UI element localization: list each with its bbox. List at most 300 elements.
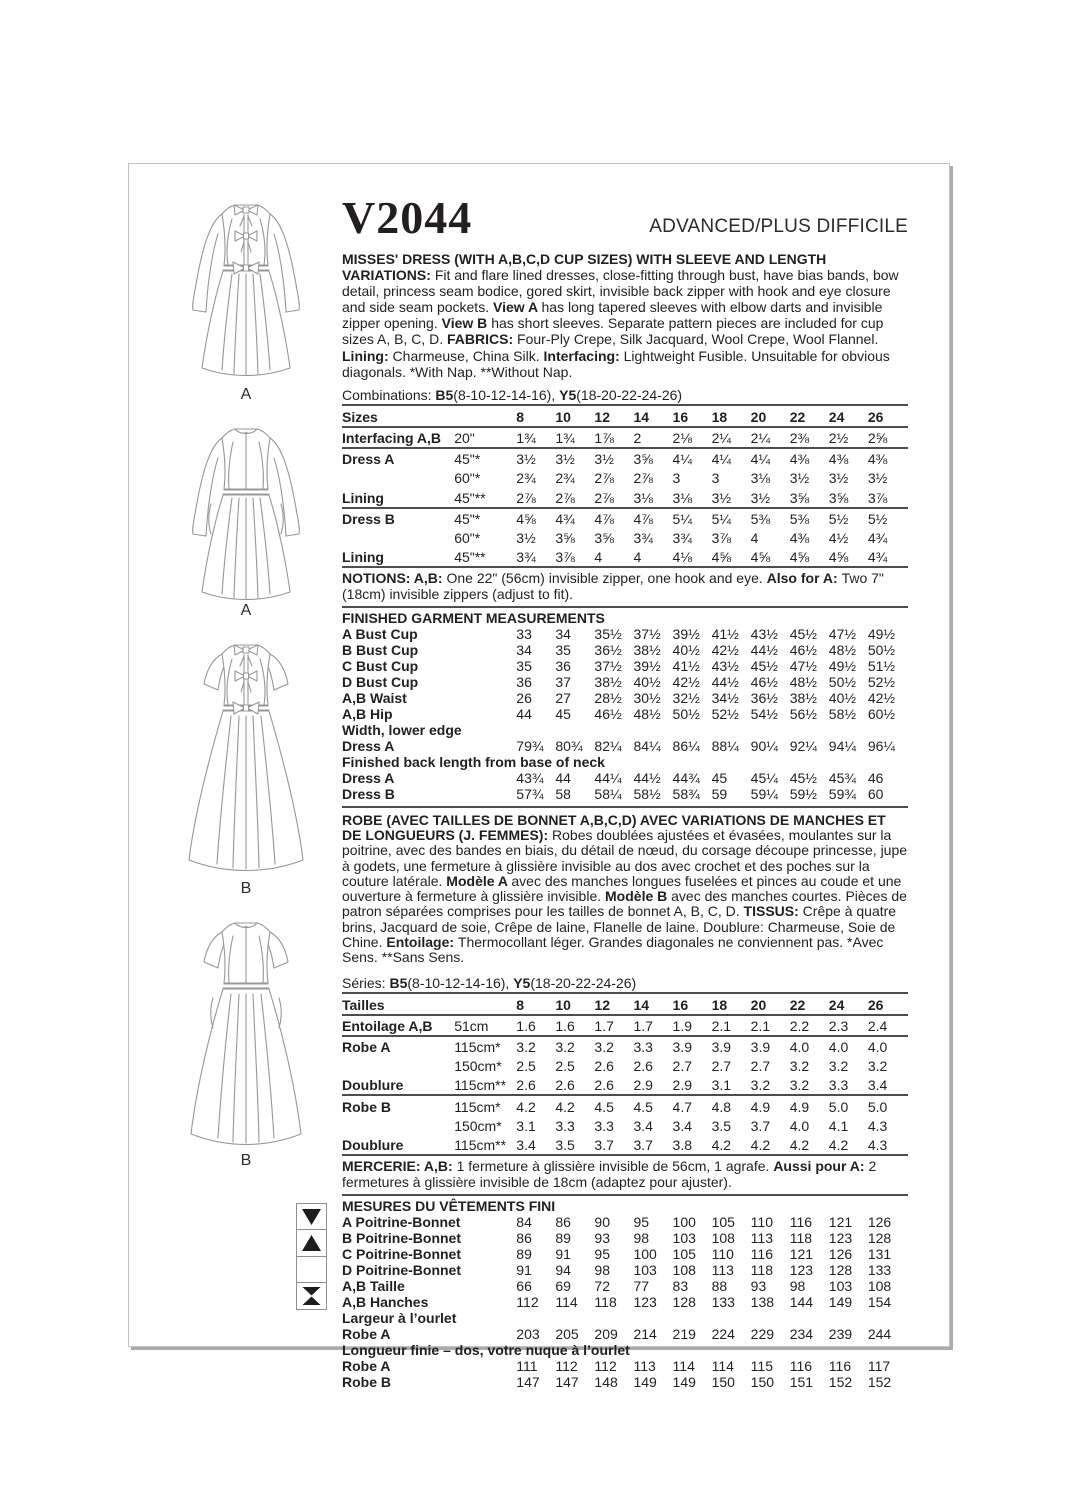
table-cell: 244 [867,1325,892,1342]
table-cell: 105 [672,1245,696,1262]
table-cell: 2⅞ [594,487,633,507]
table-cell: 229 [750,1325,775,1342]
table-cell: 133 [711,1293,735,1310]
table-cell: 4.9 [750,1098,771,1115]
table-cell: 3⅞ [868,487,908,507]
table-cell: 5.0 [867,1098,888,1115]
table-cell: 91 [516,1261,532,1278]
table-cell: 52½ [711,705,739,722]
table-cell: 239 [828,1325,853,1342]
table-cell: 3.2 [594,1039,614,1055]
table-cell: 59 [711,785,728,802]
table-cell: Doublure [342,1135,454,1155]
table-cell: 89 [516,1245,532,1262]
table-header-row [342,406,908,427]
table-cell: 45½ [789,625,817,642]
series-line: Séries: B5(8-10-12-14-16), Y5(18-20-22-24-26) [342,974,637,991]
table-cell: 2.7 [672,1058,693,1075]
table-cell: 150cm* [454,1117,502,1134]
table-row [342,487,908,507]
table-cell: 45"* [454,451,481,468]
table-cell: 123 [789,1261,814,1278]
table-row [342,427,908,448]
table-cell: 18 [712,406,751,427]
table-cell: 20" [454,427,516,448]
table-cell: 84 [516,1213,532,1230]
table-cell: 4¾ [555,510,575,527]
yardage-table-metric [342,992,908,1156]
table-cell: 2.7 [750,1058,771,1075]
table-cell: 35 [516,657,532,674]
table-cell: 3.2 [751,1075,790,1095]
table-cell: A,B Taille [342,1277,405,1294]
table-cell: 1¾ [516,427,555,448]
table-cell: 3½ [789,470,810,487]
table-cell: 60"* [454,529,481,546]
table-cell: 47½ [789,657,817,674]
table-cell: 50½ [828,673,857,690]
table-cell: 3½ [594,451,614,468]
mesures-heading: MESURES DU VÊTEMENTS FINI [342,1197,556,1214]
table-cell: 3.4 [633,1117,653,1134]
blank-symbol [296,1256,327,1284]
table-cell: 133 [867,1261,892,1278]
table-cell: 46½ [594,705,622,722]
table-cell: 5.0 [828,1098,849,1115]
table-cell: 80¾ [555,737,583,754]
table-cell: 88 [711,1277,728,1294]
table-cell: 1.7 [594,1015,633,1036]
table-cell: 3.3 [555,1117,575,1134]
table-cell: 4⅝ [829,547,868,567]
table-cell: 44 [516,705,532,722]
table-cell: 2.1 [712,1015,751,1036]
table-cell: 2.6 [594,1058,614,1075]
table-cell: 4⅜ [789,529,810,546]
table-cell: 3⅝ [790,487,829,507]
table-row [342,674,908,690]
table-cell: Dress A [342,451,395,468]
table-cell: 90 [594,1213,610,1230]
table-row [342,1326,908,1342]
table-row [342,1230,908,1246]
table-cell: Dress B [342,785,395,802]
table-cell: Tailles [342,994,516,1015]
table-cell: 43½ [750,625,778,642]
table-cell: 26 [868,406,908,427]
with-nap-triangle-down-symbol [296,1203,327,1231]
table-cell: 4.3 [868,1135,908,1155]
table-cell: 60½ [867,705,896,722]
table-cell: 2.5 [555,1058,575,1075]
table-header-row [342,994,908,1015]
table-cell: 37½ [633,625,661,642]
table-cell: 108 [711,1229,735,1246]
table-cell: 2.6 [516,1075,555,1095]
table-cell: 92¼ [789,737,817,754]
notions-paragraph: NOTIONS: A,B: One 22" (56cm) invisible zipper, one hook and eye. Also for A: Two 7" (18cm) invisible zippers (adjust to fit). [342,568,908,608]
table-cell: 114 [672,1357,695,1374]
table-cell: 89 [555,1229,571,1246]
table-cell: 86 [516,1229,532,1246]
table-cell: 3.9 [750,1039,771,1055]
table-cell: 41½ [711,625,739,642]
table-cell: 95 [594,1245,610,1262]
table-cell: 49½ [867,625,896,642]
table-cell: 51cm [454,1015,516,1036]
table-cell: 150 [750,1373,775,1390]
dress-a-back-illustration [161,418,331,600]
table-cell: 37 [555,673,571,690]
table-cell: 108 [672,1261,696,1278]
table-cell: 4⅝ [790,547,829,567]
table-cell: 3.1 [516,1117,536,1134]
table-cell: 36 [516,673,532,690]
table-cell: 115cm* [454,1039,501,1055]
table-cell: 4.9 [789,1098,810,1115]
table-cell: 4⅝ [751,547,790,567]
table-cell: 126 [867,1213,892,1230]
table-row [342,528,908,547]
combinations-line: Combinations: B5(8-10-12-14-16), Y5(18-20-22-24-26) [342,386,683,403]
table-cell: 95 [633,1213,650,1230]
table-cell: 4¼ [672,451,693,468]
table-cell: 4⅝ [712,547,751,567]
table-cell: 3½ [828,470,849,487]
table-cell: 3½ [516,451,536,468]
table-row [342,626,908,642]
nap-symbols [296,1204,327,1310]
table-cell: 98 [789,1277,806,1294]
table-cell: 3⅛ [633,487,672,507]
table-row [342,1095,908,1115]
table-cell: 58¼ [594,785,622,802]
table-cell: 5½ [867,510,888,527]
table-cell: 131 [867,1245,892,1262]
dress-b-back-illustration [161,912,331,1150]
table-cell: 113 [711,1261,734,1278]
table-cell: 149 [672,1373,696,1390]
table-cell: 2⅝ [868,427,908,448]
table-cell: 4.2 [790,1135,829,1155]
table-cell: 82¼ [594,737,622,754]
table-cell: 37½ [594,657,622,674]
table-cell: 116 [789,1357,813,1374]
table-cell: 2⅜ [790,427,829,448]
table-cell: 4¼ [711,451,732,468]
table-cell: D Poitrine-Bonnet [342,1261,461,1278]
table-cell: 38½ [789,689,817,706]
table-cell: 2.6 [555,1075,594,1095]
table-row [342,1015,908,1036]
table-cell: 3 [672,470,681,487]
table-cell: 3⅛ [673,487,712,507]
table-cell: 112 [516,1293,539,1310]
table-cell: 22 [790,994,829,1015]
table-cell: Robe A [342,1325,391,1342]
table-cell: A,B Hip [342,705,393,722]
table-cell: 115 [750,1357,773,1374]
table-cell: 49½ [828,657,857,674]
table-row [342,690,908,706]
table-cell: 3½ [867,470,888,487]
table-cell: 20 [751,994,790,1015]
table-cell: 59¾ [828,785,857,802]
mercerie-paragraph: MERCERIE: A,B: 1 fermeture à glissière invisible de 56cm, 1 agrafe. Aussi pour A: 2 fermetures à glissière invisible de 18cm (adaptez pour ajuster). [342,1156,908,1196]
table-cell [342,528,454,547]
table-cell: 3.9 [711,1039,732,1055]
table-cell: 42½ [672,673,700,690]
table-cell: 50½ [672,705,700,722]
table-cell: 4¾ [868,547,908,567]
table-cell: 46½ [789,641,817,658]
table-cell: 38½ [594,673,622,690]
table-cell: 3.2 [867,1058,888,1075]
table-cell: 100 [672,1213,696,1230]
table-cell: 93 [750,1277,767,1294]
table-cell [342,468,454,487]
table-cell: 45¾ [828,769,857,786]
table-cell: 43½ [711,657,739,674]
table-cell: 3½ [751,487,790,507]
table-cell: 40½ [633,673,661,690]
table-cell: 147 [516,1373,540,1390]
table-cell: 3.3 [633,1039,653,1055]
table-cell: 4 [750,529,759,546]
table-cell: 94 [555,1261,571,1278]
table-cell: 5⅜ [750,510,771,527]
table-cell: 3⅝ [633,451,653,468]
table-cell: 44½ [750,641,778,658]
table-cell: 2.9 [633,1075,672,1095]
table-cell: 91 [555,1245,571,1262]
table-cell: 4⅝ [516,510,536,527]
table-cell: 117 [867,1357,891,1374]
table-cell: 52½ [867,673,896,690]
table-cell: 45"** [454,487,516,507]
table-cell: 83 [672,1277,689,1294]
table-cell: 36 [555,657,571,674]
table-cell: 123 [633,1293,657,1310]
table-cell: 4¼ [750,451,771,468]
table-cell: 108 [867,1277,892,1294]
table-cell: 148 [594,1373,618,1390]
table-cell: 40½ [828,689,857,706]
table-cell: 2.4 [868,1015,908,1036]
table-cell: Robe A [342,1039,391,1055]
table-cell: 3⅝ [829,487,868,507]
pattern-number: V2044 [342,192,473,243]
table-cell: 110 [711,1245,734,1262]
table-cell: Width, lower edge [342,721,462,738]
table-row [342,1075,908,1095]
table-cell: 203 [516,1325,540,1342]
table-cell: 3⅝ [594,529,614,546]
table-cell: 16 [673,406,712,427]
table-cell: 45"* [454,510,481,527]
table-cell: 45½ [789,769,817,786]
table-cell: 2.6 [594,1075,633,1095]
table-cell: 1.9 [673,1015,712,1036]
table-cell: 113 [633,1357,656,1374]
table-cell: 51½ [867,657,896,674]
table-cell: 3.4 [672,1117,693,1134]
table-cell: 35½ [594,625,622,642]
content-column [342,194,908,1390]
table-cell: Sizes [342,406,516,427]
table-cell: Interfacing A,B [342,427,454,448]
table-cell: 43¾ [516,769,544,786]
table-cell: 4.2 [829,1135,868,1155]
table-cell: 105 [711,1213,735,1230]
table-cell: 66 [516,1277,532,1294]
table-cell: Doublure [342,1075,454,1095]
table-cell: 42½ [711,641,739,658]
table-row [342,1342,908,1358]
table-cell: 28½ [594,689,622,706]
table-cell: 18 [712,994,751,1015]
table-cell: 3.4 [868,1075,908,1095]
table-cell: 3⅝ [555,529,575,546]
table-cell: 123 [828,1229,853,1246]
table-cell: Largeur à l’ourlet [342,1309,457,1326]
table-cell: A,B Hanches [342,1293,429,1310]
dress-a-back-label: A [240,602,252,619]
table-row [342,770,908,786]
table-cell: 24 [829,994,868,1015]
table-cell: 4.0 [828,1039,849,1055]
table-cell: Finished back length from base of neck [342,753,605,770]
table-cell: B Poitrine-Bonnet [342,1229,461,1246]
finished-measurements-heading: FINISHED GARMENT MEASUREMENTS [342,609,605,626]
table-cell: 2¼ [751,427,790,448]
table-cell: 2.3 [829,1015,868,1036]
table-cell: 30½ [633,689,661,706]
table-cell: 44 [555,769,571,786]
table-cell: 224 [711,1325,735,1342]
table-cell: 4.2 [516,1098,536,1115]
dress-a-front-illustration [161,194,331,384]
table-row [342,706,908,722]
table-row [342,1116,908,1135]
table-cell: 3½ [555,451,575,468]
table-cell: 149 [633,1373,657,1390]
table-cell: 147 [555,1373,579,1390]
table-cell: 98 [633,1229,650,1246]
table-row [342,1262,908,1278]
table-cell: 41½ [672,657,700,674]
table-cell: 5¼ [711,510,732,527]
table-cell: 4⅜ [789,451,810,468]
table-cell: 100 [633,1245,657,1262]
table-cell: 4 [594,547,633,567]
table-cell: 3½ [712,487,751,507]
table-cell: 45 [711,769,728,786]
table-cell: 149 [828,1293,853,1310]
table-cell: 3.8 [673,1135,712,1155]
table-cell: Longueur finie – dos, votre nuque à l’ourlet [342,1341,630,1358]
table-cell: Dress A [342,769,395,786]
with-or-without-nap-hourglass-symbol [296,1282,327,1310]
dress-b-back-label: B [240,1152,252,1169]
table-cell: 8 [516,994,555,1015]
mesures-section [342,1196,908,1390]
table-cell: 90¼ [750,737,778,754]
table-cell: 2.5 [516,1058,536,1075]
table-row [342,1278,908,1294]
dress-b-front-illustration [161,634,331,878]
table-cell: 3⅛ [750,470,771,487]
table-cell: 4¾ [867,529,888,546]
table-cell: 1¾ [555,427,594,448]
table-cell: 118 [789,1229,813,1246]
table-cell: 121 [828,1213,853,1230]
table-row [342,754,908,770]
table-cell: 4⅞ [633,510,653,527]
table-cell: 118 [594,1293,617,1310]
table-cell: 5⅜ [789,510,810,527]
table-cell: 39½ [633,657,661,674]
yardage-table-imperial [342,404,908,568]
table-cell: 38½ [633,641,661,658]
table-cell: Robe B [342,1098,391,1115]
table-cell: 2.1 [751,1015,790,1036]
table-cell: 4⅜ [867,451,888,468]
table-cell: 45"** [454,547,516,567]
table-cell: 103 [672,1229,696,1246]
table-cell: Dress A [342,737,395,754]
table-cell: Entoilage A,B [342,1015,454,1036]
table-cell: 1.7 [633,1015,672,1036]
table-cell: 59½ [789,785,817,802]
table-cell: 45¼ [750,769,778,786]
table-cell: 3.7 [633,1135,672,1155]
table-cell: 26 [868,994,908,1015]
table-cell: 58 [555,785,571,802]
table-cell: Lining [342,487,454,507]
table-cell: 151 [789,1373,814,1390]
table-cell: 45 [555,705,571,722]
table-cell: 126 [828,1245,853,1262]
table-row [342,642,908,658]
table-cell: 4.0 [789,1117,810,1134]
table-cell: 4.5 [594,1098,614,1115]
table-cell: C Poitrine-Bonnet [342,1245,461,1262]
table-cell: 3.3 [829,1075,868,1095]
table-cell: 3.2 [516,1039,536,1055]
mesures-table [342,1214,908,1390]
table-cell: 1⅞ [594,427,633,448]
table-cell: 36½ [594,641,622,658]
table-cell: 50½ [867,641,896,658]
table-cell: 3¾ [633,529,653,546]
table-cell: 39½ [672,625,700,642]
table-cell: 22 [790,406,829,427]
table-cell: 128 [867,1229,892,1246]
table-cell: 114 [555,1293,578,1310]
table-cell: 2⅛ [673,427,712,448]
table-cell: 2.7 [711,1058,732,1075]
table-cell: Lining [342,547,454,567]
table-cell: 84¼ [633,737,661,754]
table-cell: 112 [555,1357,578,1374]
table-cell: 34 [516,641,532,658]
table-cell: 1.6 [555,1015,594,1036]
table-cell [342,1056,454,1075]
table-cell: 112 [594,1357,617,1374]
table-row [342,1374,908,1390]
table-cell: 20 [751,406,790,427]
